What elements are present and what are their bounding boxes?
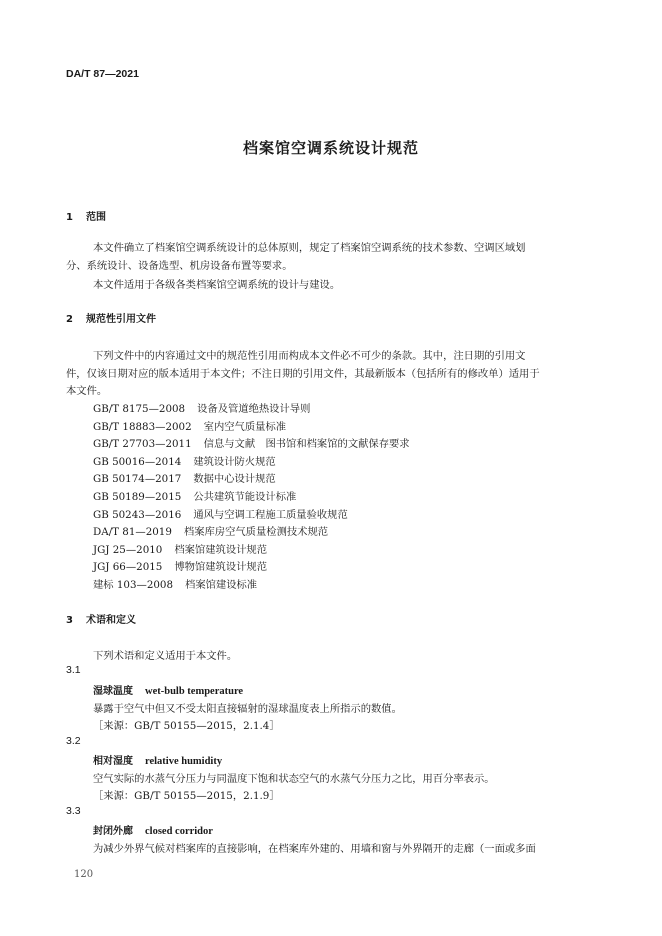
page-number: 120 <box>74 869 94 880</box>
reference-code: GB 50016—2014 <box>93 456 182 468</box>
reference-title: 档案馆建设标准 <box>185 579 258 591</box>
reference-code: GB/T 8175—2008 <box>93 403 186 415</box>
term-en: wet-bulb temperature <box>145 686 244 697</box>
section-title: 规范性引用文件 <box>86 314 156 325</box>
term-definition: 为减少外界气候对档案库的直接影响，在档案库外建的、用墙和窗与外界隔开的走廊（一面或多面 <box>93 843 536 855</box>
section-number: 1 <box>66 212 73 223</box>
reference-item <box>93 506 348 521</box>
term-cn: 湿球温度 <box>93 686 133 697</box>
section-title: 术语和定义 <box>86 615 136 626</box>
reference-title: 数据中心设计规范 <box>193 473 276 485</box>
reference-title: 档案库房空气质量检测技术规范 <box>183 526 329 538</box>
reference-title: 设备及管道绝热设计导则 <box>197 403 311 415</box>
reference-code: GB 50189—2015 <box>93 491 182 503</box>
reference-item <box>93 576 257 591</box>
scope-paragraph-line-1: 本文件确立了档案馆空调系统设计的总体原则，规定了档案馆空调系统的技术参数、空调区域划 <box>93 242 526 254</box>
reference-item <box>93 470 276 485</box>
section-3-heading <box>66 611 136 626</box>
reference-code: JGJ 25—2010 <box>93 544 163 556</box>
reference-item <box>93 488 296 503</box>
reference-code: GB/T 18883—2002 <box>93 421 192 433</box>
section-title: 范围 <box>86 212 106 223</box>
reference-item <box>93 541 267 556</box>
reference-code: JGJ 66—2015 <box>93 561 163 573</box>
reference-code: GB/T 27703—2011 <box>93 438 192 450</box>
term-en: closed corridor <box>145 826 213 837</box>
reference-title: 通风与空调工程施工质量验收规范 <box>193 509 348 521</box>
reference-item <box>93 523 328 538</box>
term-heading <box>93 682 243 697</box>
term-heading <box>93 752 222 767</box>
references-paragraph-line-1: 下列文件中的内容通过文中的规范性引用而构成本文件必不可少的条款。其中，注日期的引用文 <box>93 350 526 362</box>
reference-code: GB 50243—2016 <box>93 509 182 521</box>
reference-title: 建筑设计防火规范 <box>193 456 276 468</box>
reference-code: DA/T 81—2019 <box>93 526 172 538</box>
term-source: ［来源：GB/T 50155—2015，2.1.9］ <box>93 790 280 802</box>
reference-title: 室内空气质量标准 <box>203 421 287 433</box>
reference-title: 信息与文献 图书馆和档案馆的文献保存要求 <box>203 438 410 450</box>
term-number: 3.3 <box>66 805 81 817</box>
term-definition: 暴露于空气中但又不受太阳直接辐射的湿球温度表上所指示的数值。 <box>93 703 402 715</box>
references-paragraph-line-2: 件，仅该日期对应的版本适用于本文件；不注日期的引用文件，其最新版本（包括所有的修改单）适用于 <box>66 368 540 380</box>
standard-code-header: DA/T 87—2021 <box>66 68 139 80</box>
references-paragraph-line-3: 本文件。 <box>66 385 108 397</box>
section-2-heading <box>66 310 156 325</box>
reference-title: 公共建筑节能设计标准 <box>193 491 297 503</box>
reference-item <box>93 558 267 573</box>
section-1-heading <box>66 208 106 223</box>
section-number: 2 <box>66 314 73 325</box>
reference-item <box>93 400 310 415</box>
term-number: 3.2 <box>66 735 81 747</box>
terms-intro: 下列术语和定义适用于本文件。 <box>93 650 238 662</box>
term-definition: 空气实际的水蒸气分压力与同温度下饱和状态空气的水蒸气分压力之比，用百分率表示。 <box>93 773 495 785</box>
reference-item <box>93 435 410 450</box>
reference-item <box>93 418 286 433</box>
scope-paragraph-line-2: 分、系统设计、设备选型、机房设备布置等要求。 <box>66 260 293 272</box>
reference-title: 博物馆建筑设计规范 <box>174 561 268 573</box>
term-cn: 封闭外廊 <box>93 826 133 837</box>
term-source: ［来源：GB/T 50155—2015，2.1.4］ <box>93 720 280 732</box>
scope-paragraph-2: 本文件适用于各级各类档案馆空调系统的设计与建设。 <box>93 279 341 291</box>
document-title: 档案馆空调系统设计规范 <box>242 139 419 157</box>
section-number: 3 <box>66 615 73 626</box>
reference-code: GB 50174—2017 <box>93 473 182 485</box>
term-heading <box>93 822 213 837</box>
reference-item <box>93 453 276 468</box>
term-en: relative humidity <box>145 756 223 767</box>
reference-code: 建标 103—2008 <box>93 579 174 591</box>
reference-title: 档案馆建筑设计规范 <box>174 544 268 556</box>
term-cn: 相对湿度 <box>93 756 133 767</box>
term-number: 3.1 <box>66 664 81 676</box>
